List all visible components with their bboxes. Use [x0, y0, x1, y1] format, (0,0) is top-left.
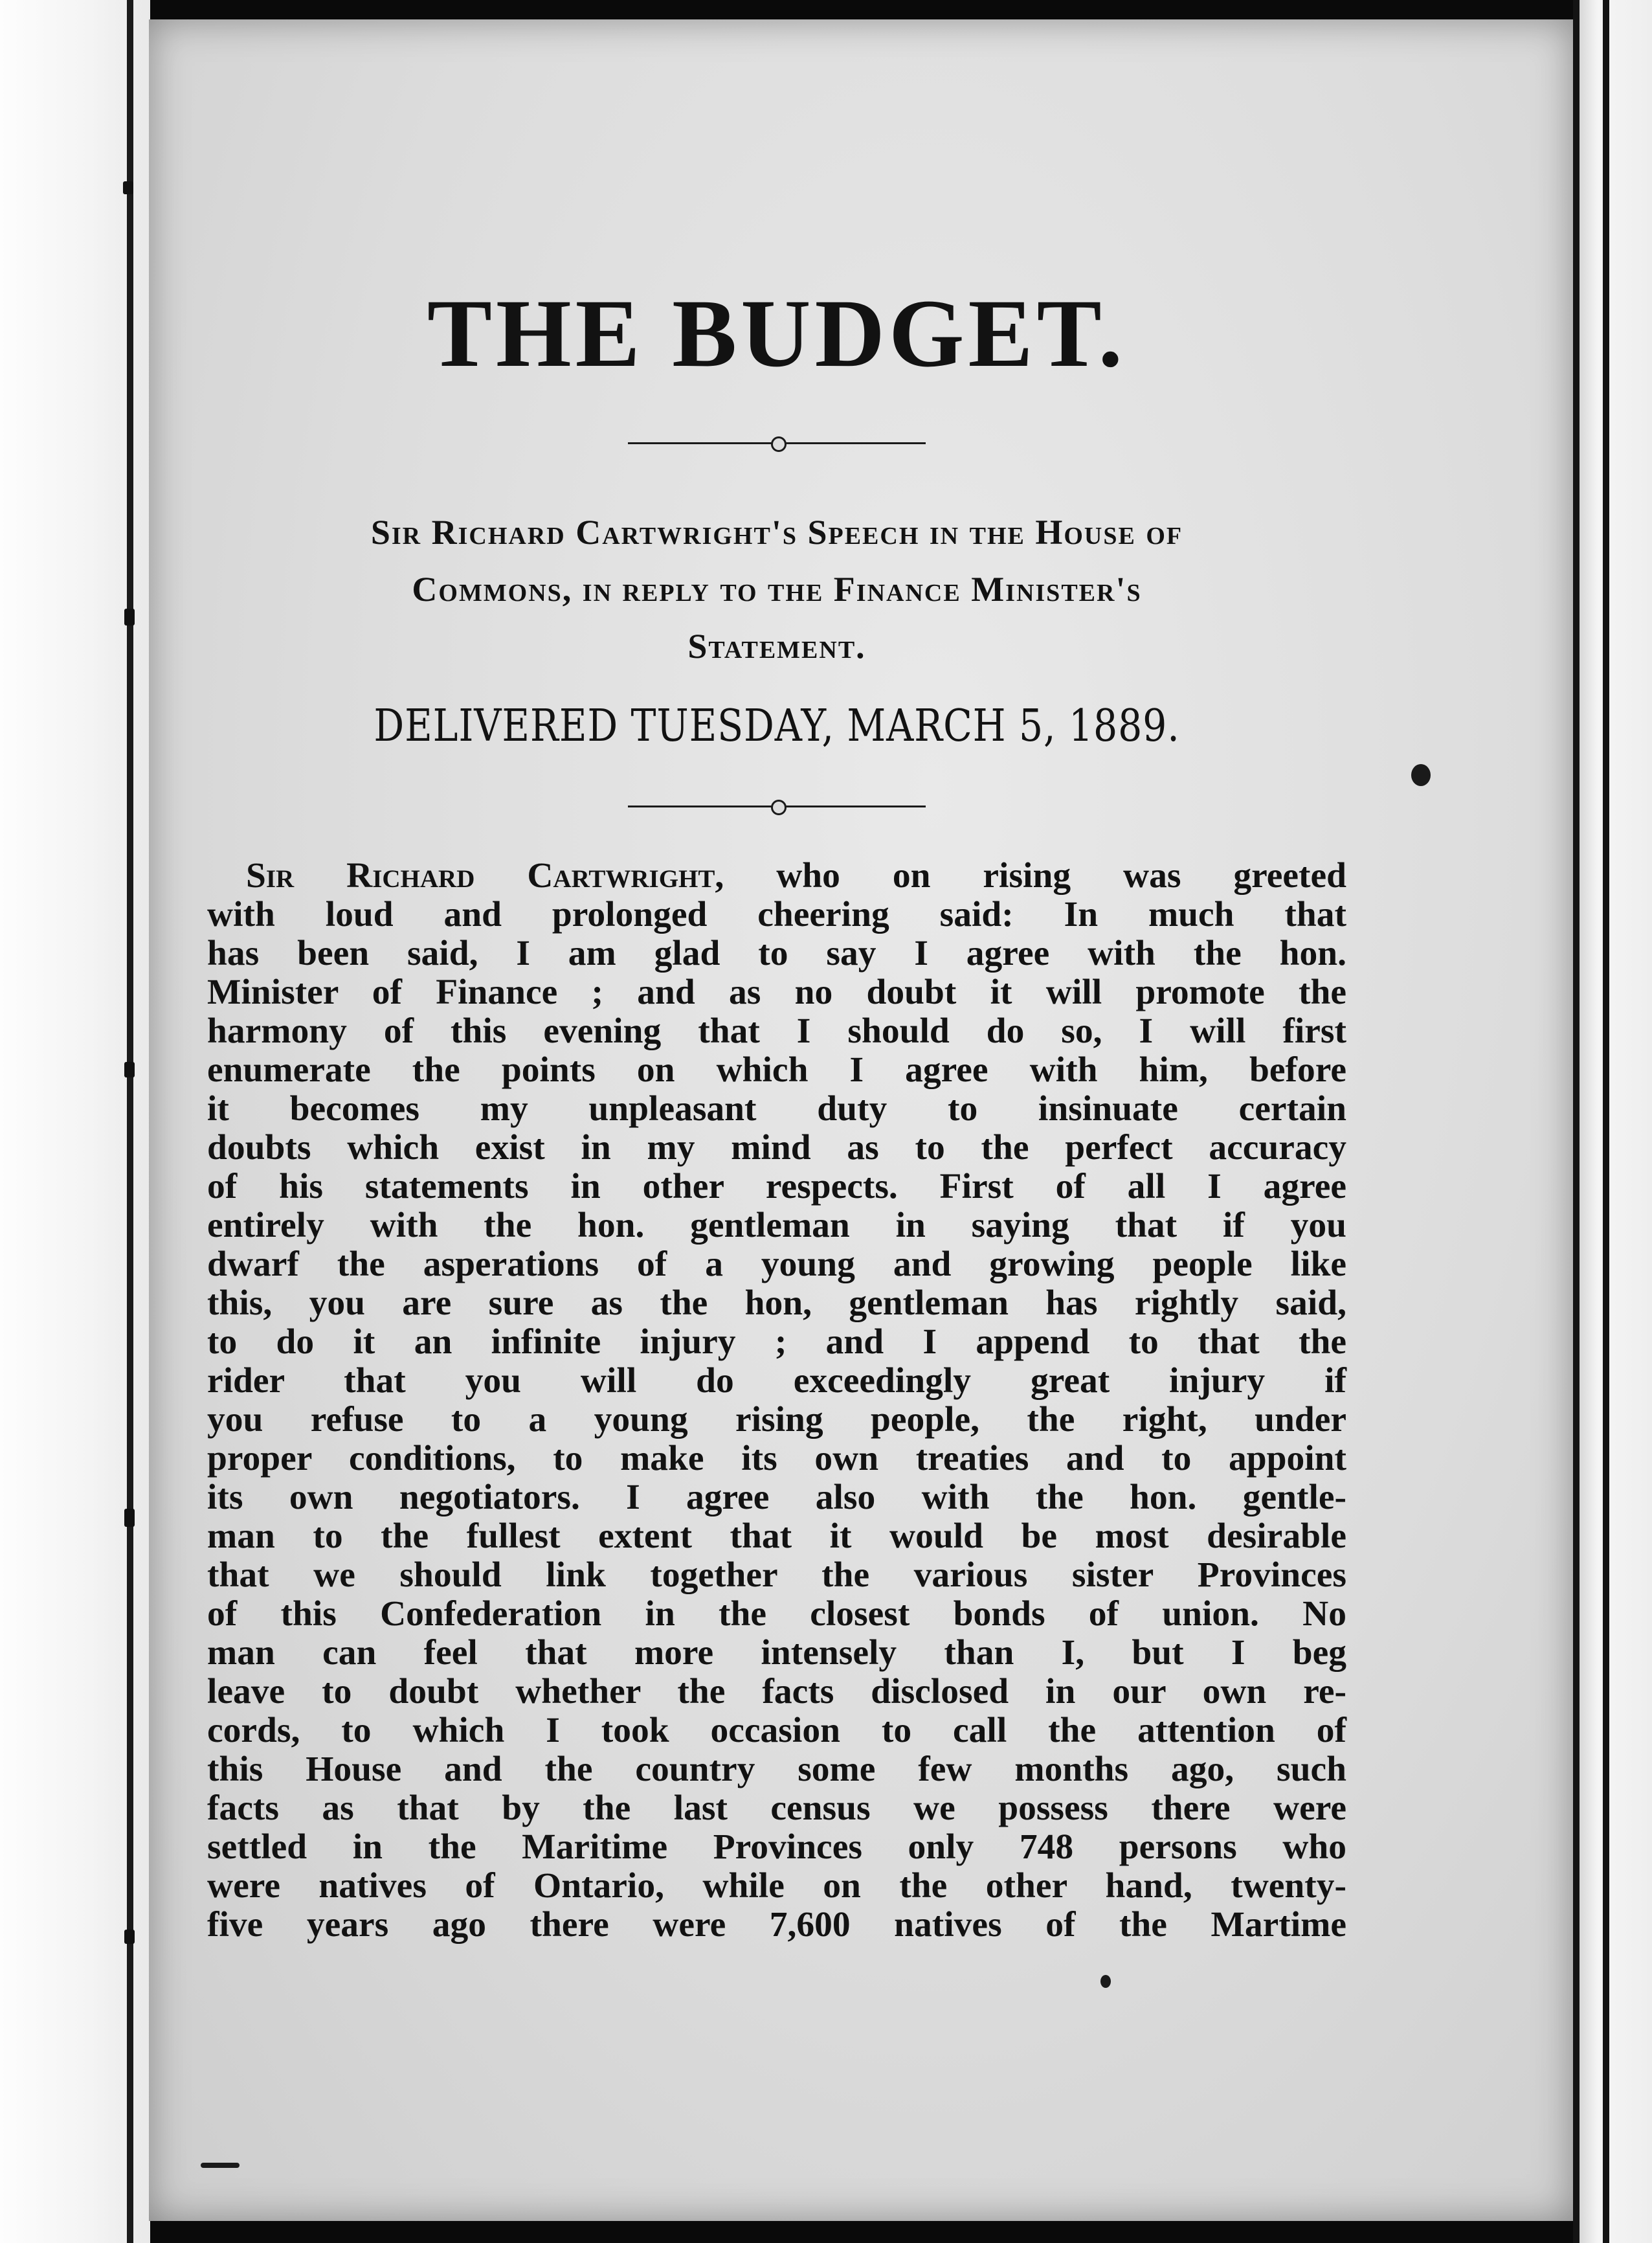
body-line-text: who on rising was greeted — [724, 856, 1346, 896]
body-line: entirely with the hon. gentleman in saying that if you — [207, 1206, 1346, 1245]
body-line: Minister of Finance ; and as no doubt it will promote the — [207, 973, 1346, 1012]
body-line: with loud and prolonged cheering said: In much that — [207, 895, 1346, 934]
subtitle-line: Sir Richard Cartwright's Speech in the House of — [370, 513, 1183, 552]
ink-speck — [201, 2163, 240, 2168]
body-line: this House and the country some few months ago, such — [207, 1750, 1346, 1789]
body-line: settled in the Maritime Provinces only 748 persons who — [207, 1827, 1346, 1867]
body-line: proper conditions, to make its own treaties and to appoint — [207, 1439, 1346, 1478]
document-content — [207, 280, 1346, 1944]
page-edge-rule — [1603, 0, 1609, 2243]
body-line: enumerate the points on which I agree with him, before — [207, 1050, 1346, 1090]
document-title: THE BUDGET. — [427, 280, 1127, 387]
body-line — [207, 857, 1346, 896]
ornamental-rule — [628, 434, 926, 452]
ink-speck — [1411, 764, 1431, 786]
ornamental-rule — [628, 797, 926, 815]
page-edge-rule — [1573, 0, 1579, 2243]
body-line: of this Confederation in the closest bonds of union. No — [207, 1594, 1346, 1634]
body-line: of his statements in other respects. First of all I agree — [207, 1167, 1346, 1206]
binding-mark — [124, 609, 135, 626]
body-line: harmony of this evening that I should do so, I will first — [207, 1011, 1346, 1051]
rule-ornament — [771, 800, 787, 815]
binding-mark — [124, 1509, 135, 1527]
body-line: you refuse to a young rising people, the right, under — [207, 1400, 1346, 1439]
body-line: its own negotiators. I agree also with the hon. gentle- — [207, 1478, 1346, 1517]
speech-body — [207, 857, 1346, 1944]
subtitle-line: Statement. — [687, 627, 866, 666]
subtitle-line: Commons, in reply to the Finance Minister's — [412, 570, 1142, 609]
body-line: to do it an infinite injury ; and I append to that the — [207, 1322, 1346, 1362]
rule-ornament — [771, 436, 787, 452]
body-line: that we should link together the various sister Provinces — [207, 1555, 1346, 1595]
body-line: dwarf the asperations of a young and growing people like — [207, 1245, 1346, 1284]
ink-speck — [1100, 1975, 1111, 1988]
binding-mark — [123, 181, 133, 194]
document-subtitle — [207, 504, 1346, 675]
binding-mark — [124, 1062, 135, 1077]
body-line: doubts which exist in my mind as to the perfect accuracy — [207, 1128, 1346, 1167]
body-line: were natives of Ontario, while on the other hand, twenty- — [207, 1866, 1346, 1906]
body-line: five years ago there were 7,600 natives of the Martime — [207, 1905, 1346, 1944]
body-line: this, you are sure as the hon, gentleman has rightly said, — [207, 1283, 1346, 1323]
binding-edge — [127, 0, 133, 2243]
body-line: leave to doubt whether the facts disclosed in our own re- — [207, 1672, 1346, 1711]
binding-mark — [124, 1930, 135, 1944]
page-edge — [1574, 0, 1652, 2243]
body-line: rider that you will do exceedingly great injury if — [207, 1361, 1346, 1401]
body-line: facts as that by the last census we possess there were — [207, 1788, 1346, 1828]
body-line: man can feel that more intensely than I, but I beg — [207, 1633, 1346, 1673]
body-line: it becomes my unpleasant duty to insinuate certain — [207, 1089, 1346, 1129]
body-line: man to the fullest extent that it would be most desirable — [207, 1516, 1346, 1556]
body-line: cords, to which I took occasion to call the attention of — [207, 1711, 1346, 1750]
body-line: has been said, I am glad to say I agree with the hon. — [207, 934, 1346, 973]
speaker-name: Sir Richard Cartwright, — [246, 856, 724, 896]
delivered-date: DELIVERED TUESDAY, MARCH 5, 1889. — [374, 701, 1180, 752]
